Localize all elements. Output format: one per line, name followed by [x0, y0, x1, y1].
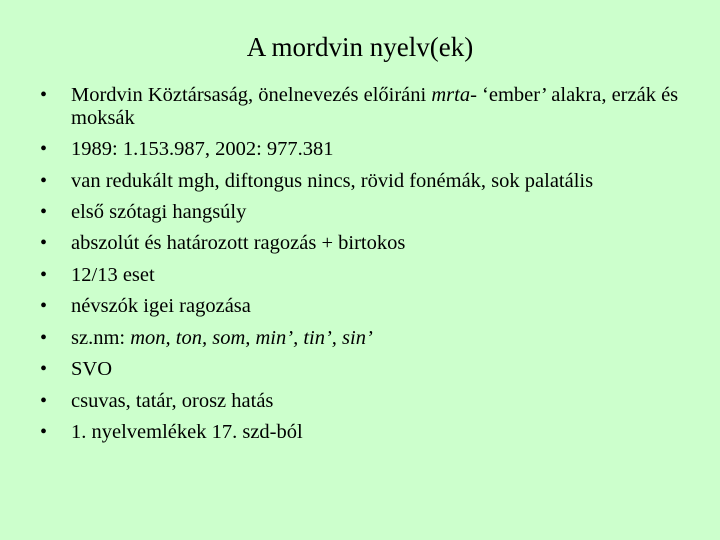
bullet-text-segment: abszolút és határozott ragozás + birtokos: [71, 232, 406, 254]
bullet-text-segment: ‘ember’ alakra, erzák és moksák: [71, 84, 679, 129]
bullet-point-icon: •: [40, 389, 48, 412]
bullet-point-icon: •: [40, 326, 48, 349]
bullet-item: [40, 228, 690, 260]
bullet-point-icon: •: [40, 232, 48, 254]
bullet-point-icon: •: [40, 169, 48, 192]
bullet-point-icon: •: [40, 138, 48, 160]
bullet-text: [71, 327, 373, 349]
bullet-item: [40, 166, 690, 197]
bullet-point-icon: •: [40, 84, 48, 106]
bullet-text-segment: sz.nm:: [71, 326, 131, 349]
bullet-list: [40, 80, 690, 449]
bullet-item: [40, 197, 690, 229]
bullet-text: [71, 358, 112, 380]
bullet-text-segment: névszók igei ragozása: [71, 295, 251, 317]
bullet-text-segment: csuvas, tatár, orosz hatás: [71, 389, 274, 412]
bullet-text: [71, 84, 678, 129]
bullet-point-icon: •: [40, 358, 48, 380]
bullet-item: [40, 80, 690, 134]
bullet-text: [71, 201, 246, 223]
bullet-text-segment: 12/13 eset: [71, 263, 155, 286]
bullet-text: [71, 295, 251, 317]
bullet-text-segment: első szótagi hangsúly: [71, 200, 247, 223]
bullet-item: [40, 291, 690, 323]
slide-title: A mordvin nyelv(ek): [246, 32, 474, 62]
bullet-item: [40, 323, 690, 355]
bullet-text-segment: van redukált mgh, diftongus nincs, rövid fonémák, sok palatális: [71, 169, 594, 192]
bullet-item: [40, 134, 690, 166]
bullet-text: [71, 421, 303, 443]
bullet-point-icon: •: [40, 200, 48, 223]
bullet-item: [40, 386, 690, 418]
bullet-text: [71, 232, 405, 254]
bullet-text: [71, 138, 334, 160]
bullet-text: [71, 390, 273, 412]
bullet-text-segment: Mordvin Köztársaság, önelnevezés előiráni: [71, 84, 432, 106]
bullet-item: [40, 260, 690, 292]
bullet-text-segment: SVO: [71, 358, 113, 380]
bullet-text-italic: mon, ton, som, min’, tin’, sin’: [130, 326, 373, 349]
bullet-point-icon: •: [40, 421, 48, 443]
bullet-text: [71, 264, 155, 286]
bullet-text-italic: mrta-: [431, 84, 477, 106]
bullet-text-segment: 1. nyelvemlékek 17. szd-ból: [71, 421, 303, 443]
bullet-text-segment: 1989: 1.153.987, 2002: 977.381: [71, 138, 334, 160]
bullet-item: [40, 354, 690, 386]
bullet-point-icon: •: [40, 295, 48, 317]
bullet-point-icon: •: [40, 263, 48, 286]
bullet-text: [71, 170, 593, 192]
bullet-item: [40, 417, 690, 449]
